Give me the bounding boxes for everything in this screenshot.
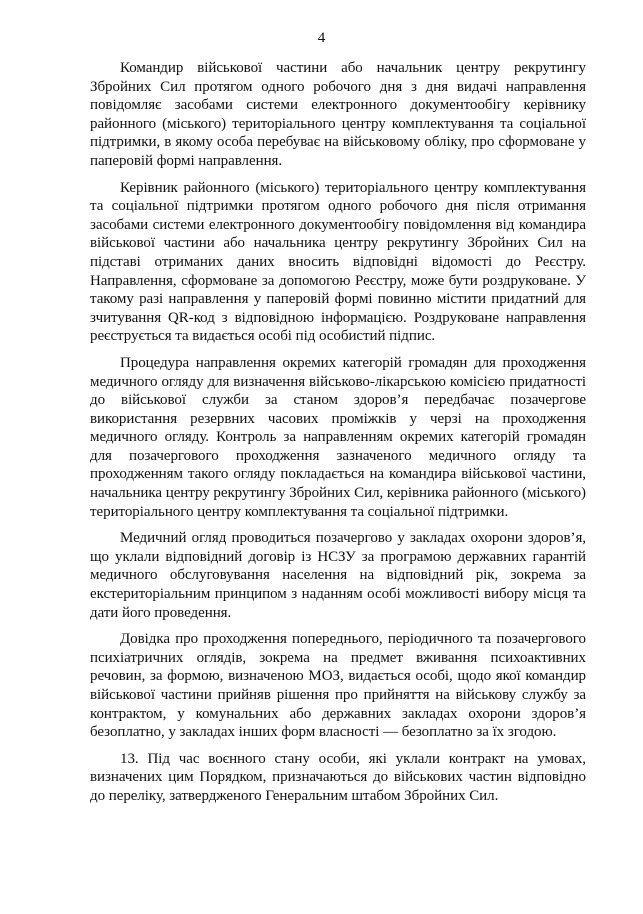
paragraph-priority-procedure: Процедура направлення окремих категорій громадян для проходження медичного огляду для визначення військово-лікарською комісією придатності до військової служби за станом здоров’я передбачає позачергове використання резервних часових проміжків у черзі на проходження медичного огляду. Контроль за направленням окремих категорій громадян для позачергового проходження зазначеного медичного огляду та проходженням такого огляду покладається на командира військової частини, начальника центру рекрутингу Збройних Сил, керівника районного (міського) територіального центру комплектування та соціальної підтримки.: [90, 354, 586, 520]
paragraph-item-13: 13. Під час воєнного стану особи, які уклали контракт на умовах, визначених цим Порядком, призначаються до військових частин відповідно до переліку, затвердженого Генеральним штабом Збройних Сил.: [90, 750, 586, 804]
paragraph-psychiatric-certificate: Довідка про проходження попереднього, періодичного та позачергового психіатричних оглядів, зокрема на предмет вживання психоактивних речовин, за формою, визначеною МОЗ, видається особі, щодо якої командир військової частини прийняв рішення про прийняття на військову службу за контрактом, у комунальних або державних закладах охорони здоров’я безоплатно, у закладах інших форм власності — безоплатно за їх згодою.: [90, 631, 586, 741]
paragraph-commander-notification: Командир військової частини або начальник центру рекрутингу Збройних Сил протягом одного робочого дня з дня видачі направлення повідомляє засобами системи електронного документообігу керівнику районного (міського) територіального центру комплектування та соціальної підтримки, в якому особа перебуває на військовому обліку, про сформоване у паперовій формі направлення.: [90, 60, 586, 169]
page-number: 4: [317, 30, 326, 46]
document-body: [90, 59, 586, 814]
paragraph-medical-exam: Медичний огляд проводиться позачергово у закладах охорони здоров’я, що уклали відповідний договір із НСЗУ за програмою державних гарантій медичного обслуговування населення на відповідний рік, зокрема за екстериторіальним принципом з наданням особі можливості вибору місця та дати його проведення.: [90, 530, 586, 621]
paragraph-registry-entry: Керівник районного (міського) територіального центру комплектування та соціальної підтримки протягом одного робочого дня після отримання засобами системи електронного документообігу повідомлення від командира військової частини або начальника центру рекрутингу Збройних Сил на підставі отриманих даних вносить відповідні відомості до Реєстру. Направлення, сформоване за допомогою Реєстру, може бути роздруковане. У такому разі направлення у паперовій формі повинно містити придатний для зчитування QR-код з відповідною інформацією. Роздруковане направлення реєструється та видається особі під особистий підпис.: [90, 179, 586, 345]
